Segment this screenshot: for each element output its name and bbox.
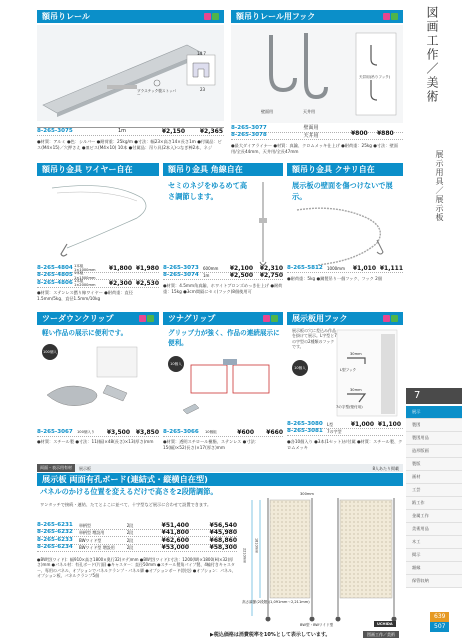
index-item[interactable]: 木工 bbox=[406, 536, 462, 549]
index-item[interactable]: 美術用品 bbox=[406, 523, 462, 536]
index-item[interactable]: 保管収納 bbox=[406, 575, 462, 588]
hook-type-label: 天井用(吊りフック) bbox=[359, 75, 391, 79]
index-item[interactable]: 製図 bbox=[406, 419, 462, 432]
price-table-wire bbox=[37, 265, 159, 288]
clip-illustration bbox=[37, 345, 159, 415]
catch-copy: パネルのかける位置を変えるだけで高さを2段階調節。 bbox=[40, 487, 218, 496]
price-incl-tax: ¥58,300 bbox=[209, 544, 237, 551]
table-row[interactable] bbox=[287, 429, 403, 437]
index-item[interactable]: 金属工作 bbox=[406, 510, 462, 523]
index-item[interactable]: 製図用品 bbox=[406, 432, 462, 445]
price-table-board-hook bbox=[287, 421, 403, 436]
dimension-label: 1810mm bbox=[254, 538, 259, 554]
price-excl-tax: ¥2,500 bbox=[229, 272, 253, 279]
strip-left: 両面・表示用有材 bbox=[37, 464, 75, 472]
dimension-label: 30mm bbox=[350, 352, 362, 356]
price-incl-tax: ¥56,540 bbox=[209, 521, 237, 529]
product-code: 8-265-4805 bbox=[37, 272, 73, 279]
price-incl-tax: ¥2,365 bbox=[199, 127, 223, 135]
product-code: 8-265-3066 bbox=[163, 428, 199, 435]
hook-type-label: 7の字型(壁付用) bbox=[336, 405, 363, 409]
price-excl-tax: ¥51,400 bbox=[161, 521, 189, 529]
table-row[interactable] bbox=[37, 280, 159, 288]
board-illustration bbox=[240, 488, 403, 631]
stopper-label: プラスチック製ストッパー bbox=[137, 89, 177, 98]
catch-copy: 展示板の壁面を傷つけないで展示。 bbox=[292, 181, 393, 201]
spec-note: ●材質：透明スチロール樹脂、ステンレス ●寸法：15(幅)×52(長さ)×17(厚さ)mm bbox=[163, 439, 259, 450]
pack-badge bbox=[292, 360, 308, 376]
side-subtitle: 展示用具／展示板 bbox=[435, 150, 444, 222]
pack-badge-label: 10個入 bbox=[294, 365, 306, 370]
hook-type-label: 天井用 bbox=[303, 109, 315, 114]
height-levels: 2段 bbox=[126, 537, 134, 543]
table-row[interactable] bbox=[163, 429, 283, 437]
hook-type-label: 壁面用 bbox=[261, 109, 273, 114]
wire-illustration bbox=[37, 178, 159, 263]
price-excl-tax: ¥600 bbox=[237, 428, 254, 436]
rail-photo bbox=[37, 25, 224, 121]
price-excl-tax: ¥3,500 bbox=[106, 428, 130, 436]
product-code: 8-265-6231 bbox=[37, 521, 73, 528]
price-table-perforated-board bbox=[37, 522, 237, 552]
category-badge bbox=[212, 13, 219, 20]
price-excl-tax: ¥41,800 bbox=[161, 529, 189, 536]
section-title: 額吊りレール用フック bbox=[236, 11, 316, 21]
product-code: 8-265-6232 bbox=[37, 529, 73, 536]
strip-mid: 展示板 bbox=[79, 465, 91, 471]
category-badge bbox=[383, 315, 390, 322]
section-header-perforated-board bbox=[37, 473, 403, 486]
section-title: 展示板用フック bbox=[292, 313, 348, 323]
category-badge bbox=[383, 13, 390, 20]
index-item[interactable]: 製版 bbox=[406, 458, 462, 471]
price-table-rail-hook bbox=[231, 125, 403, 140]
product-code: 8-265-3073 bbox=[163, 264, 199, 271]
catch-copy: グリップ力が強く、作品の連続展示に便利。 bbox=[168, 329, 280, 347]
table-row[interactable] bbox=[37, 545, 237, 553]
product-code: 8-265-3078 bbox=[231, 132, 267, 139]
dimension-label: 300mm bbox=[300, 492, 314, 496]
price-incl-tax: ¥2,530 bbox=[135, 279, 159, 287]
footer-badge: 図画工作／美術 bbox=[363, 631, 399, 638]
product-spec: 1000mm bbox=[327, 265, 345, 271]
board-hook-description: 展示板の穴に差込み作品を掛けて展示。L字型と7の字型の2種類のフックです。 bbox=[292, 328, 337, 350]
product-code: 8-265-6234 bbox=[37, 544, 73, 551]
category-badge bbox=[139, 315, 146, 322]
price-excl-tax: ¥2,100 bbox=[229, 264, 253, 272]
product-spec: L型 bbox=[327, 421, 334, 427]
rail-hook-photo bbox=[231, 25, 403, 123]
product-spec: 天井用 bbox=[303, 132, 319, 139]
product-code: 8-265-3081 bbox=[287, 428, 323, 435]
catch-copy: セミのネジをゆるめて高さ調節します。 bbox=[168, 181, 248, 201]
section-title: 展示板 両面有孔ボード(連結式・縦横自在型) bbox=[42, 474, 208, 485]
index-item[interactable]: 工芸 bbox=[406, 484, 462, 497]
side-title: 図画工作／美術 bbox=[425, 6, 439, 104]
product-spec: 600mm bbox=[203, 265, 219, 271]
wire-photo bbox=[37, 178, 159, 263]
product-code: 8-265-4806 bbox=[37, 279, 73, 286]
board-photo bbox=[240, 488, 403, 631]
product-code: 8-265-3075 bbox=[37, 127, 73, 134]
product-spec: 100個入り bbox=[77, 430, 95, 434]
model-label: BW型・BWワイド型 bbox=[300, 623, 334, 627]
board-description: ワンタッチで接続・連結、たてとよこに並べて、十字型など展示に合わせて設置できます。 bbox=[40, 502, 212, 507]
section-header-tsuna-grip bbox=[163, 312, 283, 325]
section-header-two-down-clip bbox=[37, 312, 159, 325]
category-badge bbox=[271, 315, 278, 322]
product-spec: 1本組 1×2000mm bbox=[74, 278, 96, 288]
price-table-rail bbox=[37, 123, 224, 136]
category-badge bbox=[391, 13, 398, 20]
height-levels: 2段 bbox=[126, 522, 134, 528]
square-wire-illustration bbox=[163, 178, 283, 268]
product-code: 8-265-3080 bbox=[287, 420, 323, 427]
product-spec: 7の字型 bbox=[327, 429, 342, 435]
product-code: 8-265-3074 bbox=[163, 272, 199, 279]
spec-note: ●材質：ステンレス撚り線ワイヤー ●耐荷重：直径1.5mm/5kg、直径1.5mm/10kg bbox=[37, 290, 133, 301]
price-table-tsuna-grip bbox=[163, 429, 283, 437]
table-row[interactable] bbox=[37, 128, 224, 136]
price-excl-tax: ¥2,300 bbox=[108, 279, 132, 287]
price-incl-tax: ¥45,980 bbox=[209, 529, 237, 536]
product-code: 8-265-4804 bbox=[37, 264, 73, 271]
index-item[interactable]: 造形版画 bbox=[406, 445, 462, 458]
chapter-number: 7 bbox=[414, 389, 421, 401]
section-title: 額吊り金具 クサリ自在 bbox=[292, 164, 375, 174]
section-title: 額吊り金具 角線自在 bbox=[168, 164, 243, 174]
price-excl-tax: ¥1,800 bbox=[108, 264, 132, 272]
product-spec: 1本組 1×1500mm bbox=[74, 271, 96, 280]
product-code: 8-265-6233 bbox=[37, 536, 73, 543]
product-code: 8-265-3067 bbox=[37, 428, 73, 435]
category-strip bbox=[37, 464, 403, 472]
rail-dim-label: 23 bbox=[200, 87, 206, 92]
price-table-square-wire bbox=[163, 265, 283, 280]
price-incl-tax: ¥68,860 bbox=[209, 536, 237, 544]
spec-note: ●BW型(ワイド)：幅910×高さ1800×奥行32(タテ)mm ●BW型(ワイド):寸法：1200(W)×1800(H)×32(厚さ)mm ●パネル材：有孔ボード(片面) ●キャスター：直径50mm ●スチール製角パイプ製、4輪付きキャスター、専用のパネル、オプションでパネルクランプ・パネル脚 ●オプションボード(別売) ●オプション：パネル、オプション板、パネルクランプ5個 bbox=[37, 557, 236, 579]
price-incl-tax: ¥880 bbox=[377, 130, 394, 137]
hook-illustration bbox=[231, 25, 403, 123]
price-excl-tax: ¥53,000 bbox=[161, 544, 189, 551]
catch-copy: 軽い作品の展示に便利です。 bbox=[42, 329, 128, 337]
spec-note: ●耐荷重：5kg ●鋼製吊り一個フック、フック 2個 bbox=[287, 276, 383, 281]
price-excl-tax: ¥800 bbox=[351, 130, 368, 137]
category-badge bbox=[204, 13, 211, 20]
section-header-chain bbox=[287, 163, 403, 176]
table-row[interactable] bbox=[287, 265, 403, 273]
page-number: 507 bbox=[430, 622, 449, 632]
product-spec: 1本組 1×1000mm bbox=[74, 263, 96, 273]
price-table-chain bbox=[287, 265, 403, 273]
price-excl-tax: ¥1,000 bbox=[350, 420, 374, 428]
height-levels: 2段 bbox=[126, 545, 134, 551]
section-title: 額吊りレール bbox=[42, 11, 90, 21]
product-code: 8-265-3077 bbox=[231, 124, 267, 131]
price-incl-tax: ¥2,310 bbox=[259, 264, 283, 272]
chapter-tab[interactable] bbox=[406, 388, 462, 404]
index-item[interactable]: 展示 bbox=[406, 406, 462, 419]
index-item[interactable]: 額縁 bbox=[406, 562, 462, 575]
hook-type-label: L型フック bbox=[340, 368, 357, 372]
table-row[interactable] bbox=[37, 429, 159, 437]
section-title: 額吊り金具 ワイヤー自在 bbox=[42, 164, 133, 174]
pack-badge-label: 100個入 bbox=[42, 349, 58, 354]
product-code: 8-265-5812 bbox=[287, 264, 323, 271]
category-badge bbox=[391, 315, 398, 322]
spec-note: ●各10個入り ●3本(1セット)が付属 ●材質：スチール製、クロムメッキ bbox=[287, 439, 403, 450]
index-item[interactable]: 掲示 bbox=[406, 549, 462, 562]
tax-footnote: ▶税込価格は消費税率を10%として表示しています。 bbox=[210, 632, 331, 638]
section-title: ツナグリップ bbox=[168, 313, 216, 323]
section-header-rail bbox=[37, 10, 224, 23]
category-badge bbox=[147, 315, 154, 322]
brand-logo: UCHIDA bbox=[374, 621, 396, 627]
spec-note: ●最大ダイアライナー ●材質：真鍮、クロムメッキ仕上げ ●耐荷重：25kg ●寸法：壁面用/全長44mm、天井用/全長47mm bbox=[231, 143, 398, 154]
price-incl-tax: ¥2,750 bbox=[259, 272, 283, 279]
product-spec: 単柄型 増設用 bbox=[79, 530, 105, 536]
index-item[interactable]: 画材 bbox=[406, 471, 462, 484]
price-incl-tax: ¥1,100 bbox=[377, 420, 401, 428]
product-spec: 壁面用 bbox=[303, 125, 319, 132]
grip-illustration bbox=[163, 355, 283, 425]
price-excl-tax: ¥62,600 bbox=[161, 536, 189, 544]
product-spec: 単柄型 bbox=[79, 522, 91, 528]
dimension-label: 2210mm bbox=[242, 548, 247, 564]
price-incl-tax: ¥1,111 bbox=[379, 264, 403, 272]
category-badge bbox=[263, 315, 270, 322]
price-incl-tax: ¥1,980 bbox=[135, 264, 159, 272]
section-header-rail-hook bbox=[231, 10, 403, 23]
height-levels: 2段 bbox=[126, 530, 134, 536]
index-item[interactable]: 紙工作 bbox=[406, 497, 462, 510]
spec-note: ●材質：スチール製 ●寸法：11(幅)×48(長さ)×13(厚さ)mm bbox=[37, 439, 154, 444]
product-spec: BWワイド型 bbox=[79, 537, 102, 543]
price-incl-tax: ¥3,850 bbox=[135, 428, 159, 436]
product-spec: 1m bbox=[203, 273, 210, 279]
chain-illustration bbox=[287, 200, 403, 270]
spec-note: ●材質：4.5mm角真鍮、ホワイトブロンズめっき仕上げ ●耐荷重：15kg ●3cm間隔にセミ(フック)8個使用可 bbox=[163, 283, 283, 294]
section-title: ツーダウンクリップ bbox=[42, 313, 114, 323]
rail-dim-label: 14.7 bbox=[197, 51, 206, 56]
pack-badge-label: 10個入 bbox=[170, 361, 182, 366]
section-header-wire bbox=[37, 163, 159, 176]
price-excl-tax: ¥2,150 bbox=[161, 127, 185, 135]
product-spec: BWワイド型 増設用 bbox=[79, 545, 115, 551]
price-table-two-down-clip bbox=[37, 429, 159, 437]
spec-note: ●材質：アルミ ●色：シルバー ●耐荷重：25kg/m ●寸法：幅23×高さ14×長さ1m ●付属品：ビス(M4×15)／穴押さえ ●皿ビス(M4×10) 10本 ●付属品：吊り具(2本入)つなぎ棒2本、ネジ bbox=[37, 139, 222, 150]
table-row[interactable] bbox=[163, 273, 283, 281]
rail-illustration bbox=[37, 25, 224, 121]
section-header-square-wire bbox=[163, 163, 283, 176]
price-excl-tax: ¥1,010 bbox=[352, 264, 376, 272]
strip-right: 8人あたり掲載 bbox=[372, 465, 399, 471]
product-spec: 10個組 bbox=[205, 430, 217, 434]
section-header-board-hook bbox=[287, 312, 403, 325]
product-spec: 1m bbox=[117, 128, 127, 135]
height-adjust-label: 高さ調節(2段階)(1,091mm〜2,211mm) bbox=[242, 600, 310, 604]
price-incl-tax: ¥660 bbox=[266, 428, 283, 436]
dimension-label: 30mm bbox=[350, 388, 362, 392]
page-number: 639 bbox=[430, 612, 449, 622]
